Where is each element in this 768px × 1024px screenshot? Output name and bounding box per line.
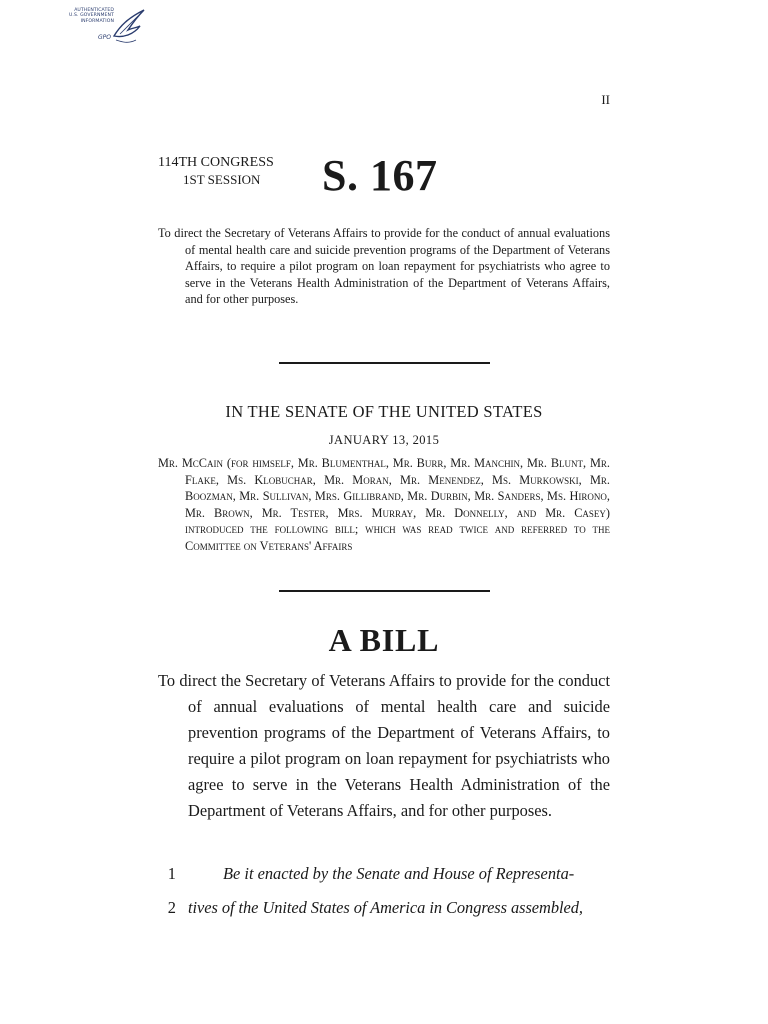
- line-number: 1: [167, 864, 176, 883]
- line-number: 2: [167, 898, 176, 917]
- introduction-paragraph: [158, 455, 610, 555]
- enacting-clause-line: Be it enacted by the Senate and House of Representa-: [223, 864, 575, 883]
- chamber-heading: IN THE SENATE OF THE UNITED STATES: [225, 402, 543, 421]
- logo-line-3: INFORMATION: [80, 18, 114, 24]
- short-purpose: To direct the Secretary of Veterans Affairs to provide for the conduct of annual evaluations of mental health care and suicide prevention programs of the Department of Veterans Affairs, to require a pilot program on loan repayment for psychiatrists who agree to serve in the Veterans Health Administration of the Department of Veterans Affairs, and for other purposes.: [158, 226, 610, 306]
- bill-number: S. 167: [322, 151, 438, 200]
- session-number: 1ST SESSION: [183, 172, 261, 187]
- eagle-icon: [106, 6, 148, 48]
- divider-rule: [279, 590, 490, 592]
- congress-number: 114TH CONGRESS: [158, 155, 274, 170]
- long-purpose: To direct the Secretary of Veterans Affairs to provide for the conduct of annual evaluations of mental health care and suicide prevention programs of the Department of Veterans Affairs, to require a pilot program on loan repayment for psychiatrists who agree to serve in the Veterans Health Administration of the Department of Veterans Affairs, and for other purposes.: [158, 671, 610, 821]
- page-mark: II: [601, 92, 610, 107]
- introduction-date: JANUARY 13, 2015: [328, 433, 440, 447]
- bill-title: A BILL: [328, 622, 440, 658]
- sponsor: Mr. McCain: [158, 456, 224, 470]
- divider-rule: [279, 362, 490, 364]
- logo-line-1: AUTHENTICATED: [74, 8, 114, 13]
- logo-line-2: U.S. GOVERNMENT: [68, 13, 114, 19]
- gpo-label: GPO: [98, 34, 111, 41]
- enacting-clause-line: tives of the United States of America in Congress assembled,: [188, 898, 583, 917]
- cosponsors-text: (for himself, Mr. Blumenthal, Mr. Burr, Mr. Manchin, Mr. Blunt, Mr. Flake, Ms. Klobuchar, Mr. Moran, Mr. Menendez, Ms. Murkowski, Mr. Boozman, Mr. Sullivan, Mrs. Gillibrand, Mr. Durbin, Mr. Sanders, Ms. Hirono, Mr. Brown, Mr. Tester, Mrs. Murray, Mr. Donnelly, and Mr. Casey) introduced the following bill; which was read twice and referred to the Committee on Veterans' Affairs: [185, 456, 610, 553]
- gpo-authentication-logo: [62, 6, 148, 48]
